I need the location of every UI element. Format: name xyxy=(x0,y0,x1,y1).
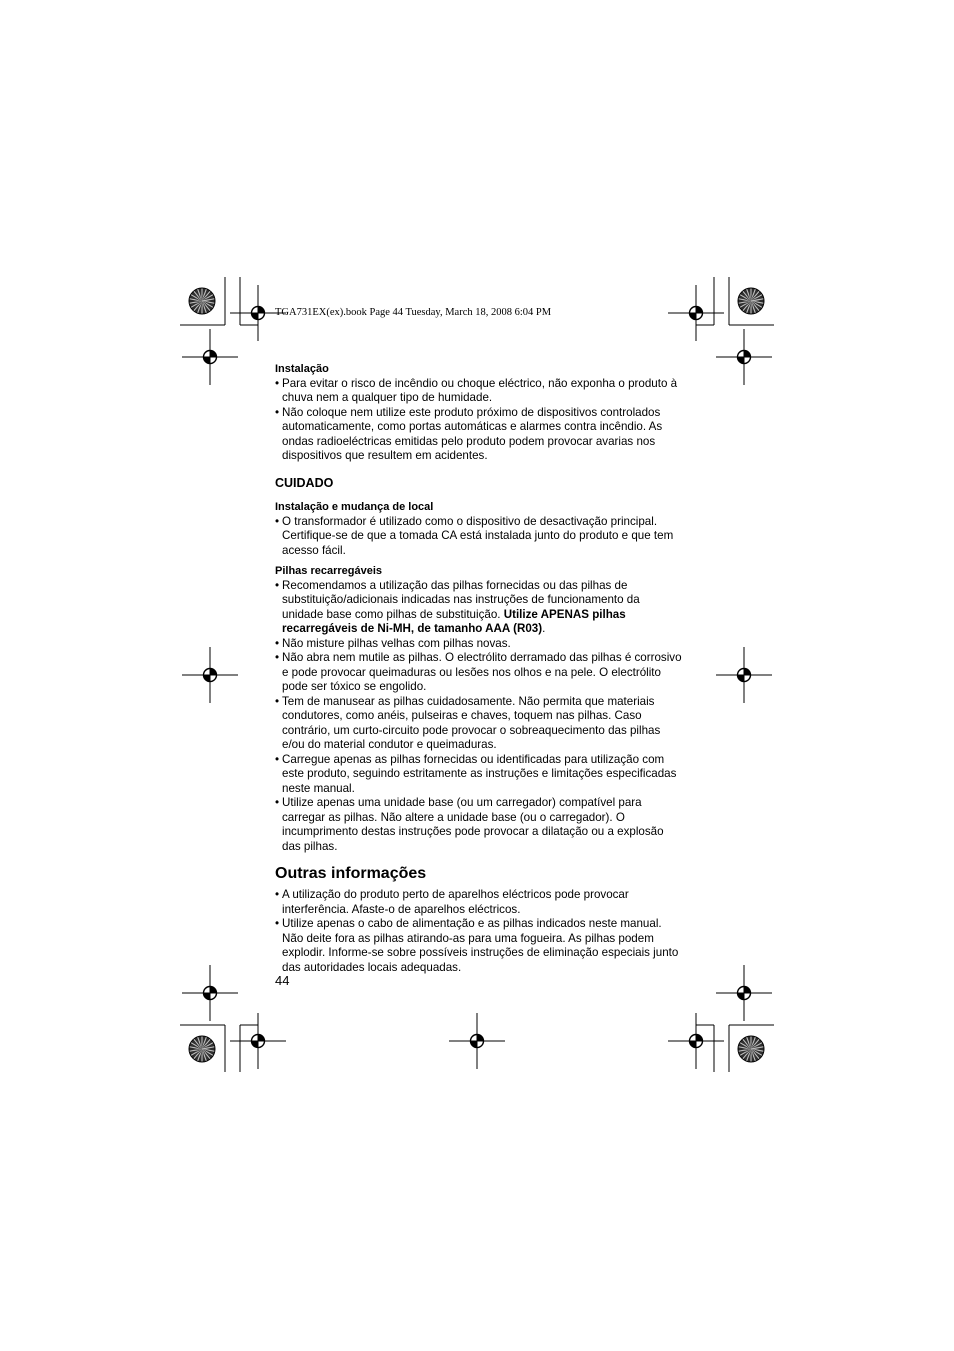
batteries-list xyxy=(275,579,683,855)
print-header: TGA731EX(ex).book Page 44 Tuesday, March 18, 2008 6:04 PM xyxy=(275,307,552,318)
battery-type-warning: Utilize APENAS pilhas recarregáveis de Ni-MH, de tamanho AAA (R03) xyxy=(282,607,626,635)
registration-mark-fill xyxy=(258,1035,265,1042)
registration-mark-fill xyxy=(738,357,745,364)
installation-heading: Instalação xyxy=(275,363,329,375)
battery-recommendation-text: Recomendamos a utilização das pilhas fornecidas ou das pilhas de substituição/adicionais indicadas nas instruções de funcionamento da unidade base como pilhas de substituição. xyxy=(282,578,640,621)
list-item: • Utilize apenas o cabo de alimentação e as pilhas indicados neste manual. Não deite fora as pilhas atirando-as para uma fogueira. As pilhas podem explodir. Informe-se sobre possíveis instruções de eliminação especiais junto das autoridades locais adequadas. xyxy=(275,917,683,975)
other-info-heading: Outras informações xyxy=(275,865,427,882)
list-item: • Não abra nem mutile as pilhas. O electrólito derramado das pilhas é corrosivo e pode provocar queimaduras ou lesões nos olhos e na pele. O electrólito pode ser tóxico se engolido. xyxy=(275,651,683,695)
registration-mark-fill xyxy=(696,307,703,314)
relocation-list xyxy=(275,515,683,559)
list-item xyxy=(275,579,683,637)
registration-mark-fill xyxy=(744,669,751,676)
registration-mark-fill xyxy=(210,669,217,676)
registration-mark-fill xyxy=(696,1035,703,1042)
batteries-heading: Pilhas recarregáveis xyxy=(275,565,383,577)
installation-list xyxy=(275,377,683,464)
registration-mark-fill xyxy=(252,1041,259,1048)
relocation-heading: Instalação e mudança de local xyxy=(275,501,434,513)
registration-mark-fill xyxy=(210,987,217,994)
list-item: • Não coloque nem utilize este produto próximo de dispositivos controlados automaticamente, como portas automáticas e alarmes contra incêndio. As ondas radioeléctricas emitidas pelo produto podem provocar avarias nos dispositivos que resultem em acidentes. xyxy=(275,406,683,464)
registration-mark-fill xyxy=(690,1041,697,1048)
battery-recommendation-end: . xyxy=(542,622,546,635)
registration-mark-fill xyxy=(204,993,211,1000)
registration-mark-fill xyxy=(258,307,265,314)
list-item: • A utilização do produto perto de aparelhos eléctricos pode provocar interferência. Afaste-o de aparelhos eléctricos. xyxy=(275,888,683,917)
registration-mark-fill xyxy=(738,675,745,682)
list-item: • Carregue apenas as pilhas fornecidas ou identificadas para utilização com este produto, seguindo estritamente as instruções e limitações especificadas neste manual. xyxy=(275,753,683,797)
registration-mark-fill xyxy=(252,313,259,320)
list-item: • Não misture pilhas velhas com pilhas novas. xyxy=(275,637,683,652)
registration-mark-fill xyxy=(477,1035,484,1042)
registration-mark-fill xyxy=(204,357,211,364)
list-item: • O transformador é utilizado como o dispositivo de desactivação principal. Certifique-se de que a tomada CA está instalada junto do produto e que tem acesso fácil. xyxy=(275,515,683,559)
registration-mark-fill xyxy=(744,987,751,994)
caution-heading: CUIDADO xyxy=(275,475,334,490)
registration-mark-fill xyxy=(690,313,697,320)
registration-mark-fill xyxy=(204,675,211,682)
registration-mark-fill xyxy=(471,1041,478,1048)
registration-mark-fill xyxy=(210,351,217,358)
registration-mark-fill xyxy=(738,993,745,1000)
list-item: • Utilize apenas uma unidade base (ou um carregador) compatível para carregar as pilhas. Não altere a unidade base (ou o carregador). O incumprimento destas instruções pode provocar a dilatação ou a explosão das pilhas. xyxy=(275,796,683,854)
list-item: • Tem de manusear as pilhas cuidadosamente. Não permita que materiais condutores, como anéis, pulseiras e chaves, toquem nas pilhas. Caso contrário, um curto-circuito pode provocar o sobreaquecimento das pilhas e/ou do material condutor e queimaduras. xyxy=(275,695,683,753)
list-item: • Para evitar o risco de incêndio ou choque eléctrico, não exponha o produto à chuva nem a qualquer tipo de humidade. xyxy=(275,377,683,406)
other-info-list xyxy=(275,888,683,975)
page-content xyxy=(275,362,683,975)
registration-mark-fill xyxy=(744,351,751,358)
page-number: 44 xyxy=(275,973,290,988)
